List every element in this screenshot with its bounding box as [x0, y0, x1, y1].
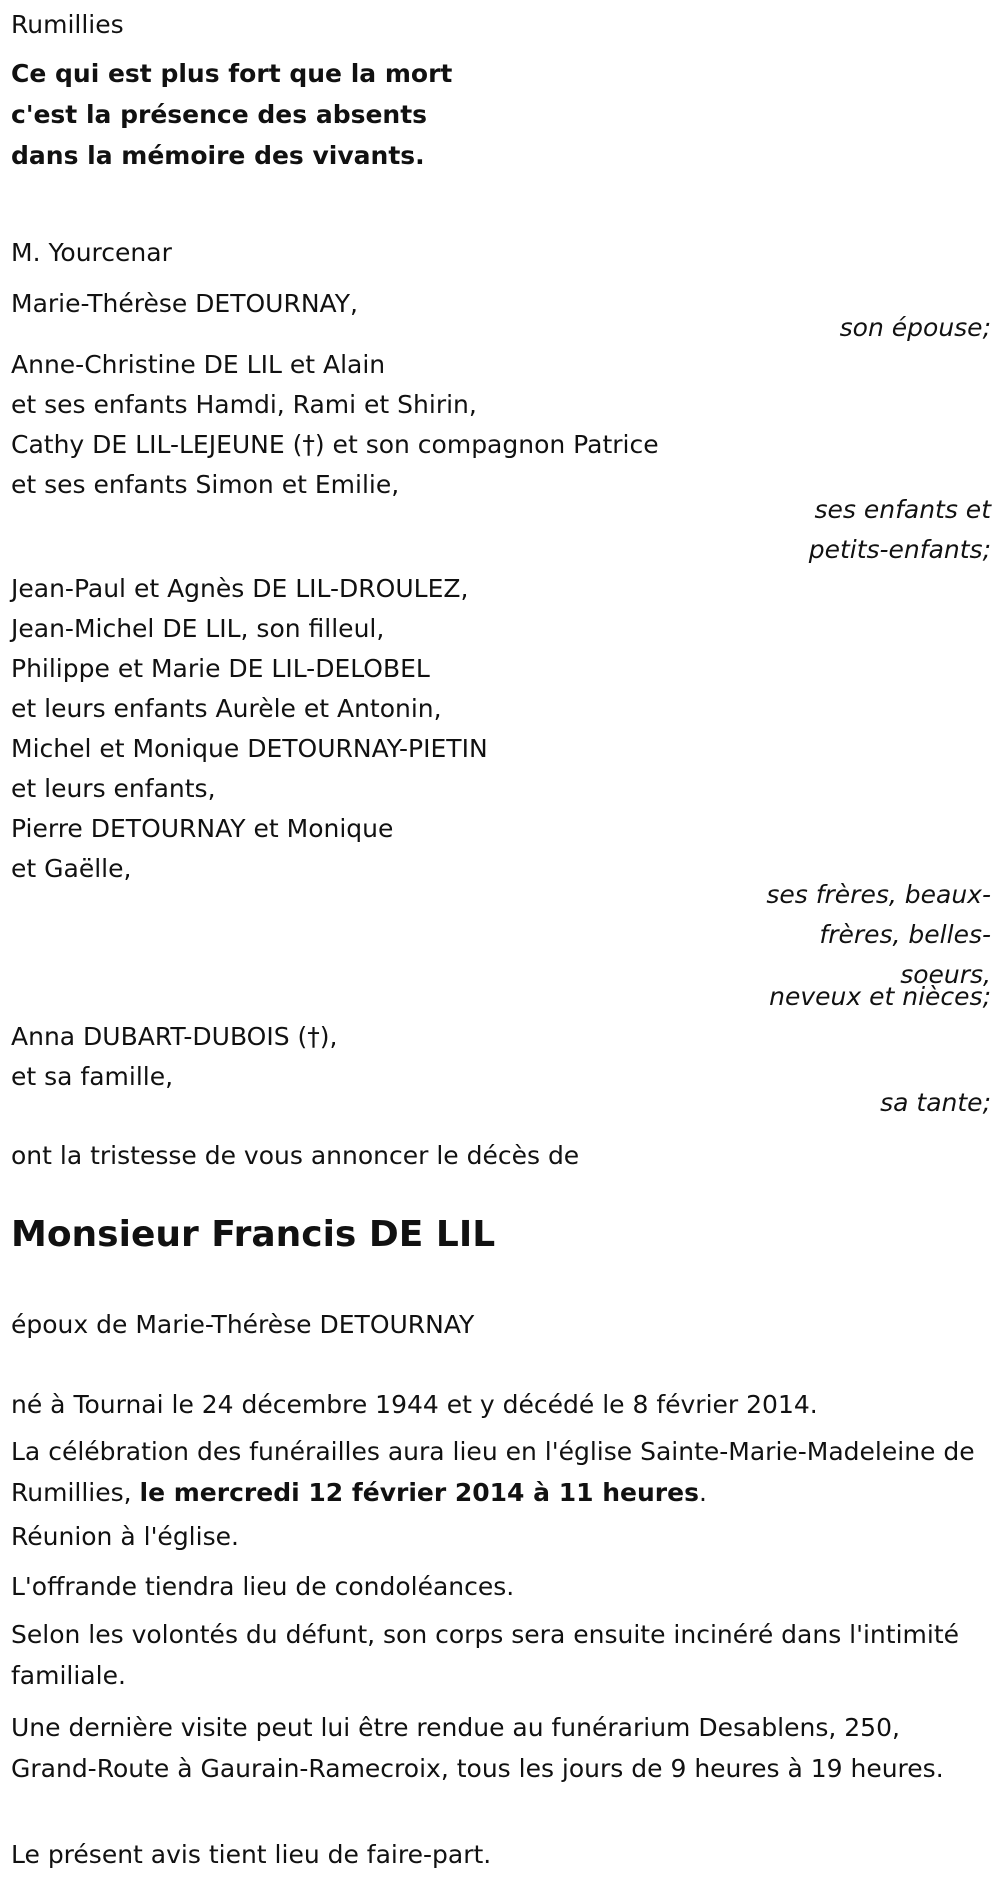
sibling-line: Jean-Paul et Agnès DE LIL-DROULEZ,: [11, 574, 469, 603]
sibling-line: Pierre DETOURNAY et Monique: [11, 814, 394, 843]
spouse-relation: son épouse;: [839, 313, 991, 342]
sibling-line: Philippe et Marie DE LIL-DELOBEL: [11, 654, 430, 683]
children-line: et ses enfants Hamdi, Rami et Shirin,: [11, 390, 477, 419]
siblings-relation-1: ses frères, beaux-: [766, 880, 991, 909]
sibling-line: Michel et Monique DETOURNAY-PIETIN: [11, 734, 488, 763]
children-relation-1: ses enfants et: [814, 495, 991, 524]
sibling-line: et leurs enfants,: [11, 774, 216, 803]
sibling-line: et Gaëlle,: [11, 854, 132, 883]
siblings-relation-4: neveux et nièces;: [769, 982, 991, 1011]
birth-death: né à Tournai le 24 décembre 1944 et y décédé le 8 février 2014.: [11, 1390, 818, 1419]
deceased-name: Monsieur Francis DE LIL: [11, 1214, 496, 1255]
siblings-relation-2: frères, belles-: [819, 920, 991, 949]
offering-info: L'offrande tiendra lieu de condoléances.: [11, 1572, 515, 1601]
funeral-intro: La célébration des funérailles aura lieu en l'église Sainte-Marie-Madeleine de Rumillies,: [11, 1437, 975, 1507]
quote-author: M. Yourcenar: [11, 238, 172, 267]
aunt-line: et sa famille,: [11, 1062, 174, 1091]
children-line: Anne-Christine DE LIL et Alain: [11, 350, 386, 379]
location: Rumillies: [11, 10, 124, 39]
aunt-relation: sa tante;: [880, 1088, 991, 1117]
children-line: Cathy DE LIL-LEJEUNE (†) et son compagnon Patrice: [11, 430, 659, 459]
spouse-name: Marie-Thérèse DETOURNAY,: [11, 289, 358, 318]
quote-line-1: Ce qui est plus fort que la mort: [11, 59, 453, 88]
deceased-spouse-of: époux de Marie-Thérèse DETOURNAY: [11, 1310, 475, 1339]
quote-line-3: dans la mémoire des vivants.: [11, 141, 425, 170]
cremation-info: Selon les volontés du défunt, son corps sera ensuite incinéré dans l'intimité familiale.: [11, 1620, 960, 1690]
quote-line-2: c'est la présence des absents: [11, 100, 428, 129]
notice-info: Le présent avis tient lieu de faire-part.: [11, 1840, 492, 1869]
sibling-line: Jean-Michel DE LIL, son filleul,: [11, 614, 385, 643]
sibling-line: et leurs enfants Aurèle et Antonin,: [11, 694, 442, 723]
announcement: ont la tristesse de vous annoncer le décès de: [11, 1141, 580, 1170]
funeral-date: le mercredi 12 février 2014 à 11 heures: [139, 1478, 699, 1507]
funeral-info: [11, 1431, 986, 1513]
visit-info: Une dernière visite peut lui être rendue au funérarium Desablens, 250, Grand-Route à Gaurain-Ramecroix, tous les jours de 9 heures à 19 heures.: [11, 1713, 944, 1783]
siblings-relation-3: soeurs,: [900, 960, 991, 989]
meeting-info: Réunion à l'église.: [11, 1522, 239, 1551]
children-line: et ses enfants Simon et Emilie,: [11, 470, 400, 499]
children-relation-2: petits-enfants;: [808, 535, 991, 564]
funeral-end: .: [698, 1478, 707, 1507]
aunt-line: Anna DUBART-DUBOIS (†),: [11, 1022, 338, 1051]
